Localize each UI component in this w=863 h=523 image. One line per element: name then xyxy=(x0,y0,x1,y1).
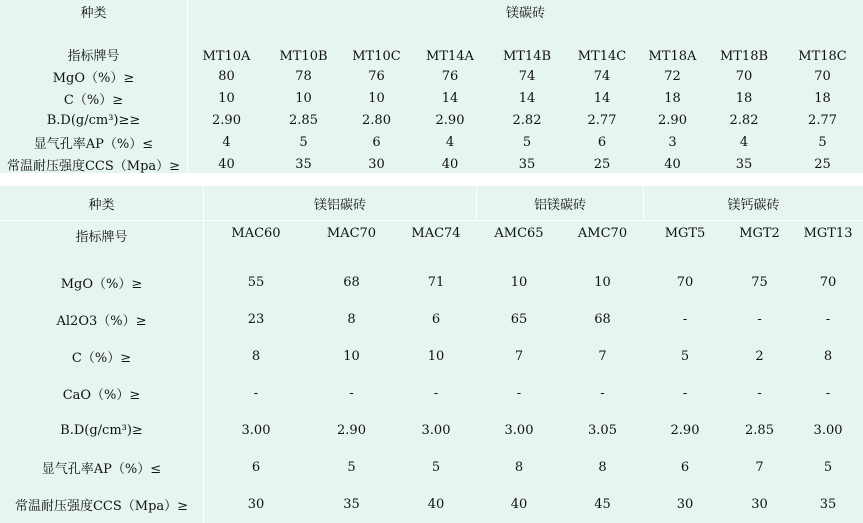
table-row xyxy=(0,449,863,486)
grade-cell: MT10B xyxy=(265,31,342,65)
value-cell: 3.00 xyxy=(204,412,308,449)
value-cell: 72 xyxy=(639,65,706,87)
value-cell: 74 xyxy=(565,65,639,87)
row-label: B.D(g/cm³)≥ xyxy=(0,412,204,449)
value-cell: 5 xyxy=(644,338,726,375)
grade-row xyxy=(0,221,863,264)
value-cell: - xyxy=(477,375,561,412)
composite-carbon-brick-table xyxy=(0,186,863,523)
grade-label: 指标牌号 xyxy=(0,221,204,264)
grade-row xyxy=(0,31,863,65)
value-cell: 2.82 xyxy=(706,109,782,131)
value-cell: 18 xyxy=(706,87,782,109)
value-cell: 75 xyxy=(726,264,793,301)
value-cell: 5 xyxy=(265,131,342,153)
value-cell: 5 xyxy=(782,131,863,153)
value-cell: 80 xyxy=(188,65,265,87)
value-cell: 74 xyxy=(489,65,565,87)
value-cell: 10 xyxy=(188,87,265,109)
value-cell: 40 xyxy=(188,153,265,175)
magnesia-carbon-brick-table xyxy=(0,0,863,175)
value-cell: 14 xyxy=(411,87,489,109)
table-row xyxy=(0,131,863,153)
value-cell: 35 xyxy=(308,486,395,523)
grade-cell: AMC65 xyxy=(477,221,561,264)
value-cell: 30 xyxy=(342,153,411,175)
grade-cell: MT18A xyxy=(639,31,706,65)
table-row xyxy=(0,338,863,375)
value-cell: 7 xyxy=(561,338,644,375)
value-cell: 35 xyxy=(793,486,863,523)
value-cell: 2.90 xyxy=(308,412,395,449)
value-cell: 2.80 xyxy=(342,109,411,131)
value-cell: 8 xyxy=(477,449,561,486)
value-cell: 3 xyxy=(639,131,706,153)
value-cell: 5 xyxy=(395,449,477,486)
value-cell: 25 xyxy=(782,153,863,175)
value-cell: 18 xyxy=(782,87,863,109)
group-label: 镁铝碳砖 xyxy=(204,186,477,221)
row-label: C（%）≥ xyxy=(0,338,204,375)
value-cell: 8 xyxy=(793,338,863,375)
value-cell: 71 xyxy=(395,264,477,301)
value-cell: 40 xyxy=(639,153,706,175)
grade-cell: MAC60 xyxy=(204,221,308,264)
value-cell: 65 xyxy=(477,301,561,338)
value-cell: - xyxy=(204,375,308,412)
value-cell: 2.90 xyxy=(639,109,706,131)
value-cell: 76 xyxy=(342,65,411,87)
row-label: 常温耐压强度CCS（Mpa）≥ xyxy=(0,153,188,175)
value-cell: 10 xyxy=(308,338,395,375)
value-cell: 8 xyxy=(204,338,308,375)
value-cell: 4 xyxy=(411,131,489,153)
value-cell: 7 xyxy=(477,338,561,375)
value-cell: 10 xyxy=(561,264,644,301)
value-cell: 8 xyxy=(561,449,644,486)
row-label: 显气孔率AP（%）≤ xyxy=(0,449,204,486)
table-row xyxy=(0,109,863,131)
value-cell: 10 xyxy=(342,87,411,109)
table-row xyxy=(0,153,863,175)
value-cell: - xyxy=(644,301,726,338)
grade-cell: MGT2 xyxy=(726,221,793,264)
value-cell: 3.05 xyxy=(561,412,644,449)
value-cell: - xyxy=(308,375,395,412)
value-cell: 35 xyxy=(265,153,342,175)
value-cell: 7 xyxy=(726,449,793,486)
value-cell: 2.77 xyxy=(565,109,639,131)
value-cell: 2.82 xyxy=(489,109,565,131)
value-cell: - xyxy=(793,375,863,412)
value-cell: 10 xyxy=(477,264,561,301)
value-cell: 18 xyxy=(639,87,706,109)
grade-cell: MT10A xyxy=(188,31,265,65)
value-cell: 6 xyxy=(342,131,411,153)
grade-cell: MAC70 xyxy=(308,221,395,264)
row-label: MgO（%）≥ xyxy=(0,264,204,301)
grade-cell: MGT5 xyxy=(644,221,726,264)
value-cell: 14 xyxy=(489,87,565,109)
grade-cell: MT14C xyxy=(565,31,639,65)
row-label: C（%）≥ xyxy=(0,87,188,109)
value-cell: 14 xyxy=(565,87,639,109)
value-cell: 78 xyxy=(265,65,342,87)
value-cell: 40 xyxy=(395,486,477,523)
value-cell: - xyxy=(726,301,793,338)
value-cell: 2.85 xyxy=(726,412,793,449)
value-cell: 2.85 xyxy=(265,109,342,131)
grade-cell: MT14A xyxy=(411,31,489,65)
value-cell: 6 xyxy=(565,131,639,153)
table-row xyxy=(0,87,863,109)
grade-cell: MGT13 xyxy=(793,221,863,264)
value-cell: 5 xyxy=(793,449,863,486)
grade-cell: MT14B xyxy=(489,31,565,65)
value-cell: 40 xyxy=(411,153,489,175)
value-cell: 5 xyxy=(489,131,565,153)
table-row xyxy=(0,375,863,412)
grade-label: 指标牌号 xyxy=(0,31,188,65)
value-cell: 30 xyxy=(644,486,726,523)
value-cell: 6 xyxy=(644,449,726,486)
value-cell: 35 xyxy=(489,153,565,175)
value-cell: 70 xyxy=(793,264,863,301)
category-label: 种类 xyxy=(0,0,188,31)
value-cell: 23 xyxy=(204,301,308,338)
value-cell: 30 xyxy=(726,486,793,523)
row-label: 常温耐压强度CCS（Mpa）≥ xyxy=(0,486,204,523)
value-cell: - xyxy=(561,375,644,412)
table-separator xyxy=(0,173,863,186)
value-cell: 5 xyxy=(308,449,395,486)
value-cell: 2.90 xyxy=(644,412,726,449)
value-cell: 10 xyxy=(395,338,477,375)
value-cell: 2.77 xyxy=(782,109,863,131)
value-cell: - xyxy=(726,375,793,412)
value-cell: 6 xyxy=(395,301,477,338)
value-cell: 45 xyxy=(561,486,644,523)
value-cell: 68 xyxy=(561,301,644,338)
value-cell: 68 xyxy=(308,264,395,301)
table-row xyxy=(0,65,863,87)
value-cell: 8 xyxy=(308,301,395,338)
value-cell: 70 xyxy=(644,264,726,301)
value-cell: 40 xyxy=(477,486,561,523)
value-cell: 3.00 xyxy=(793,412,863,449)
value-cell: 2.90 xyxy=(411,109,489,131)
value-cell: 4 xyxy=(706,131,782,153)
table-row xyxy=(0,264,863,301)
group-label: 镁钙碳砖 xyxy=(644,186,863,221)
row-label: MgO（%）≥ xyxy=(0,65,188,87)
value-cell: 2.90 xyxy=(188,109,265,131)
value-cell: 6 xyxy=(204,449,308,486)
row-label: 显气孔率AP（%）≤ xyxy=(0,131,188,153)
group-label: 铝镁碳砖 xyxy=(477,186,644,221)
grade-cell: MT18C xyxy=(782,31,863,65)
value-cell: - xyxy=(793,301,863,338)
value-cell: 3.00 xyxy=(395,412,477,449)
value-cell: - xyxy=(395,375,477,412)
value-cell: 2 xyxy=(726,338,793,375)
table-row xyxy=(0,486,863,523)
value-cell: 70 xyxy=(706,65,782,87)
row-label: B.D(g/cm³)≥≥ xyxy=(0,109,188,131)
value-cell: 10 xyxy=(265,87,342,109)
grade-cell: MAC74 xyxy=(395,221,477,264)
value-cell: 25 xyxy=(565,153,639,175)
value-cell: 3.00 xyxy=(477,412,561,449)
row-label: Al2O3（%）≥ xyxy=(0,301,204,338)
value-cell: - xyxy=(644,375,726,412)
table-row xyxy=(0,412,863,449)
value-cell: 4 xyxy=(188,131,265,153)
grade-cell: MT18B xyxy=(706,31,782,65)
group-label: 镁碳砖 xyxy=(188,0,863,31)
value-cell: 55 xyxy=(204,264,308,301)
table-row xyxy=(0,301,863,338)
grade-cell: MT10C xyxy=(342,31,411,65)
value-cell: 70 xyxy=(782,65,863,87)
value-cell: 35 xyxy=(706,153,782,175)
value-cell: 30 xyxy=(204,486,308,523)
value-cell: 76 xyxy=(411,65,489,87)
category-label: 种类 xyxy=(0,186,204,221)
row-label: CaO（%）≥ xyxy=(0,375,204,412)
grade-cell: AMC70 xyxy=(561,221,644,264)
